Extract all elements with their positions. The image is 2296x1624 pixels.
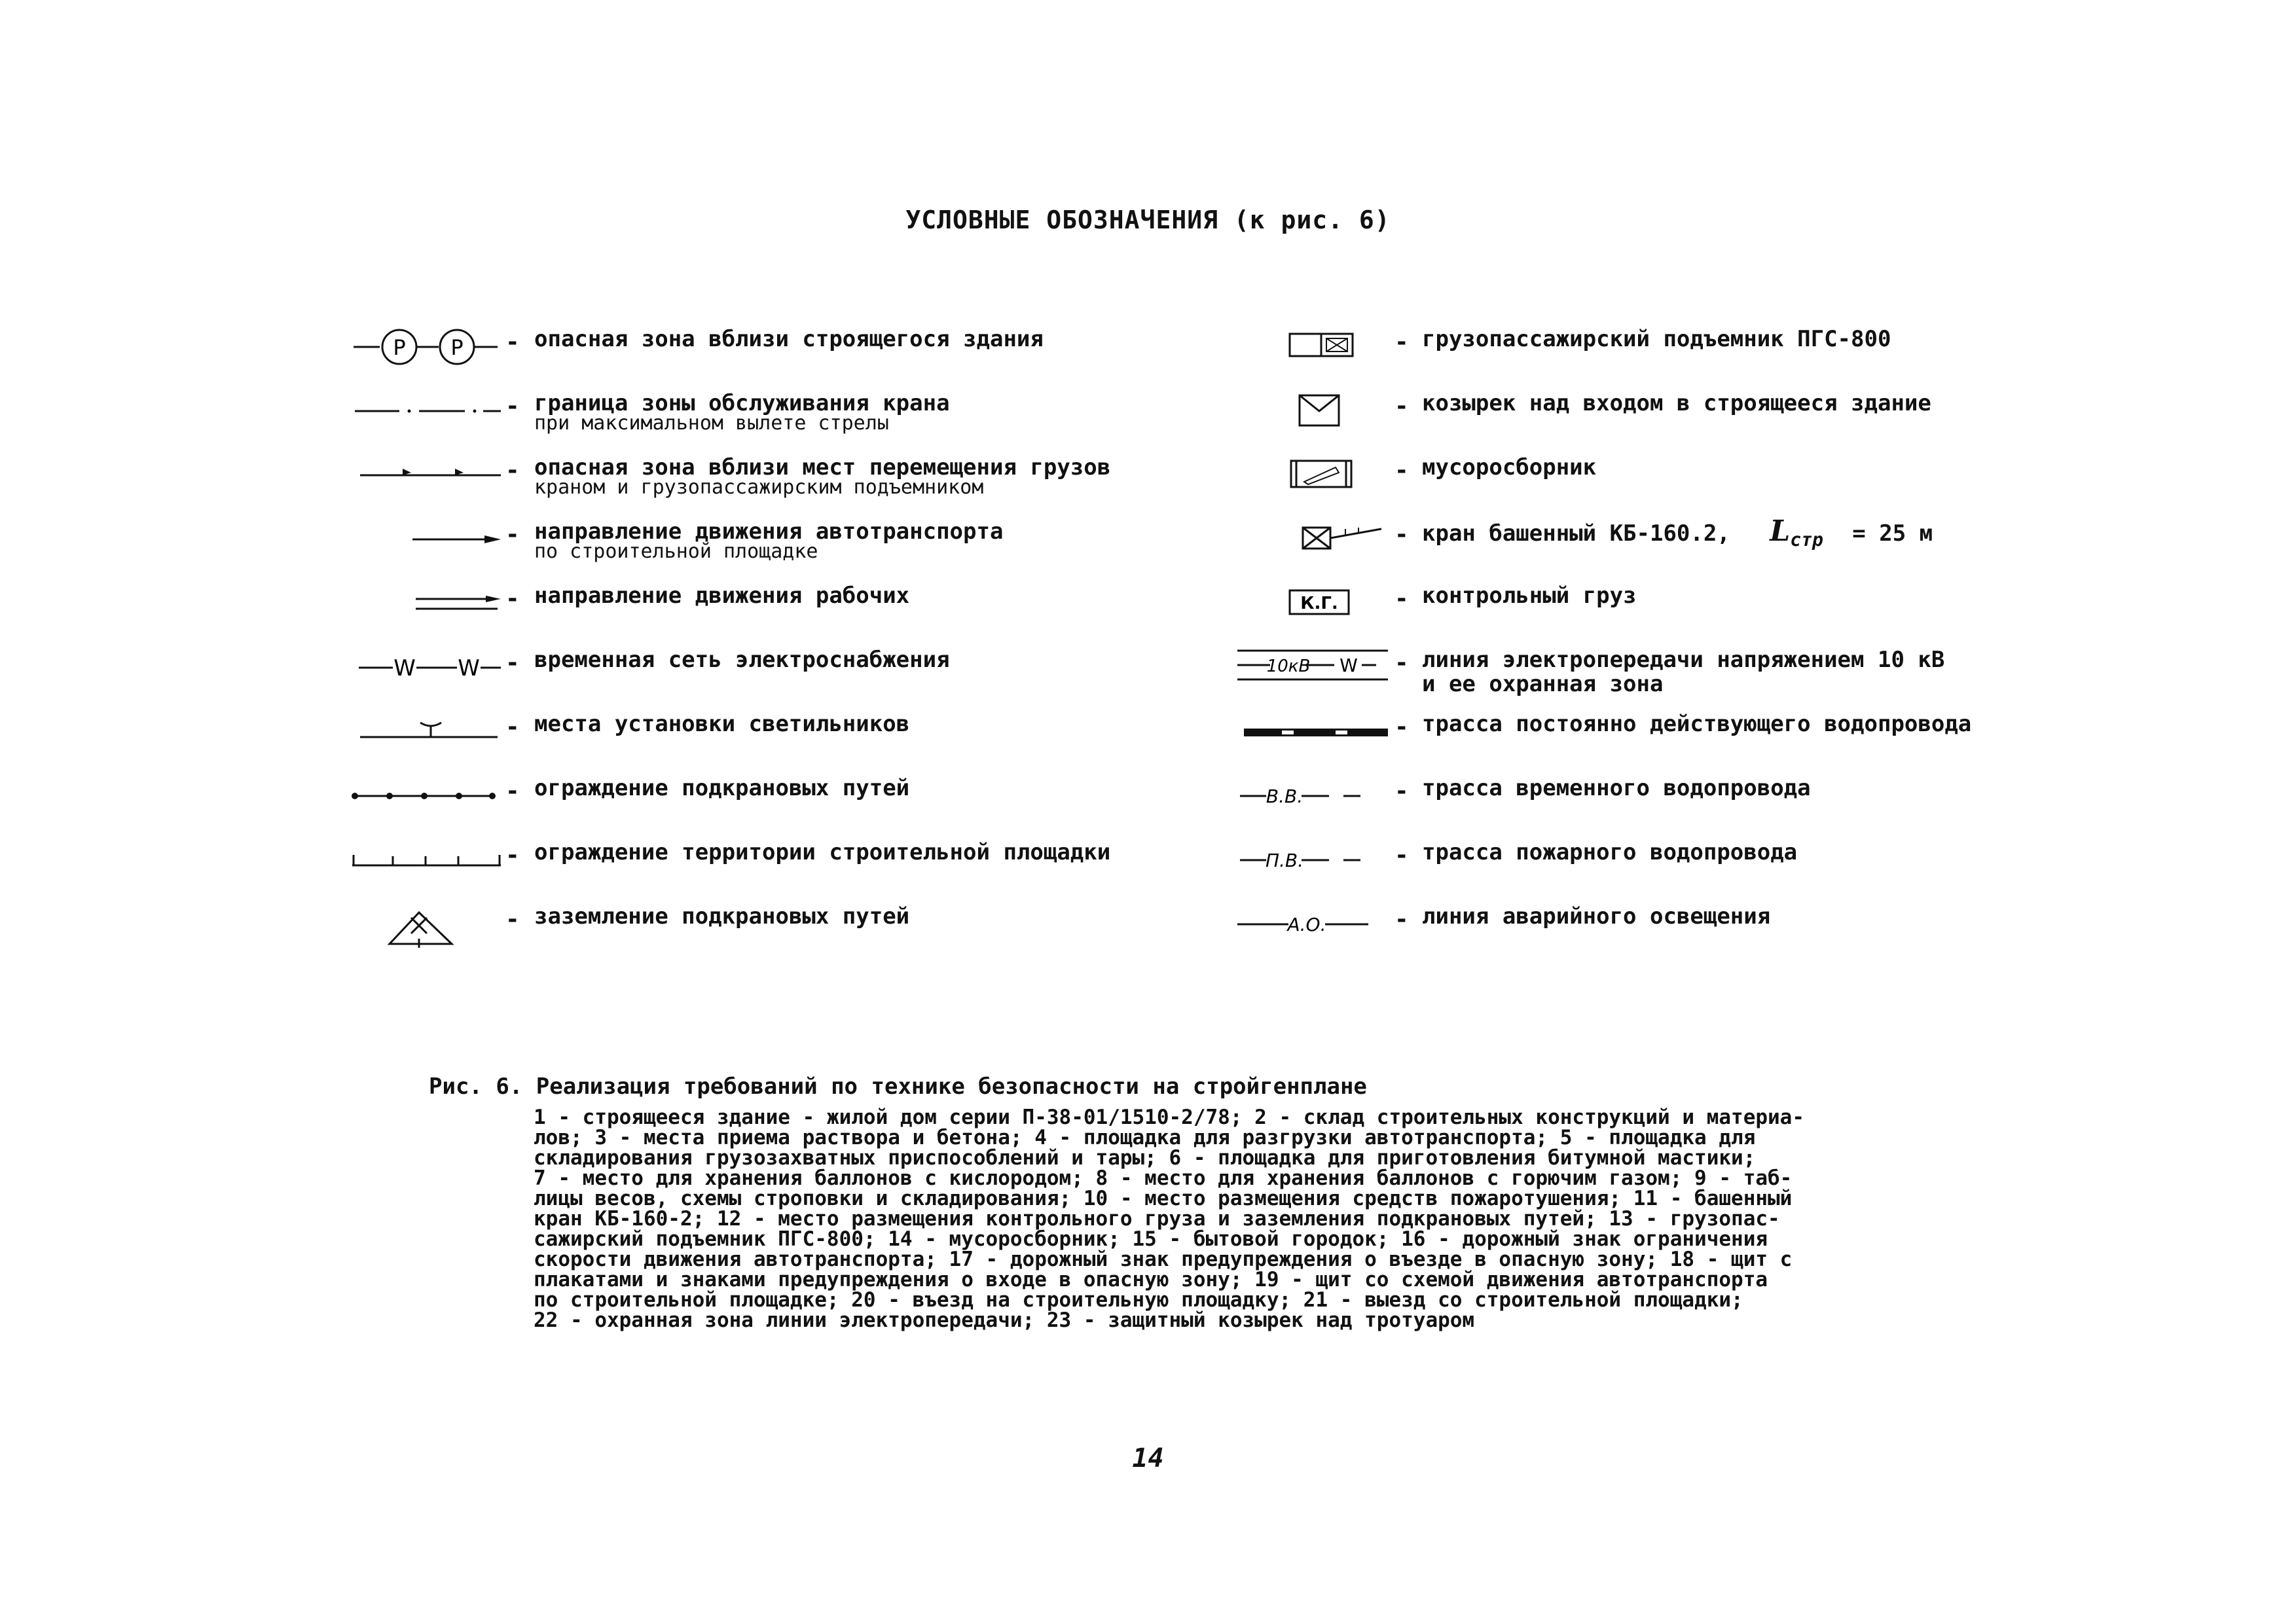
legend-main: козырек над входом в строящееся здание bbox=[1422, 390, 1931, 416]
legend-text bbox=[534, 905, 909, 928]
legend-main: ограждение территории строительной площадки bbox=[534, 839, 1111, 865]
legend-main: временная сеть электроснабжения bbox=[534, 647, 950, 673]
symbol-label: W bbox=[458, 655, 480, 681]
fire-water-symbol bbox=[1231, 834, 1391, 886]
legend-text bbox=[1422, 712, 1971, 736]
kg-box-symbol bbox=[1231, 577, 1391, 630]
dash: - bbox=[505, 906, 520, 933]
dotted-fence-symbol bbox=[340, 770, 504, 822]
legend-main: граница зоны обслуживания крана bbox=[534, 390, 950, 416]
caption-line: сажирский подъемник ПГС-800; 14 - мусоросборник; 15 - бытовой городок; 16 - дорожный знак ограничения bbox=[534, 1227, 1768, 1251]
legend-main: направление движения автотранспорта bbox=[534, 518, 1004, 545]
legend-text bbox=[534, 840, 1110, 864]
caption-line: кран КБ-160-2; 12 - место размещения контрольного груза и заземления подкрановых путей; 13 - грузопас- bbox=[534, 1207, 1780, 1231]
legend-main: заземление подкрановых путей bbox=[534, 903, 910, 929]
symbol-label: А.О. bbox=[1287, 914, 1326, 935]
legend-main: направление движения рабочих bbox=[534, 583, 910, 609]
dash: - bbox=[1394, 329, 1409, 355]
legend-text bbox=[534, 327, 1044, 351]
legend-text bbox=[1422, 514, 1933, 552]
water-main-symbol bbox=[1231, 706, 1391, 758]
symbol-label: W bbox=[393, 655, 416, 681]
legend-main: ограждение подкрановых путей bbox=[534, 775, 910, 801]
caption-line: скорости движения автотранспорта; 17 - дорожный знак предупреждения о въезде в опасную зону; 18 - щит с bbox=[534, 1248, 1793, 1271]
caption-line: по строительной площадке; 20 - въезд на строительную площадку; 21 - выезд со строительной площадки; bbox=[534, 1288, 1743, 1312]
legend-text bbox=[1422, 840, 1797, 864]
symbol-label: W bbox=[1339, 655, 1358, 676]
legend-text bbox=[1422, 391, 1931, 415]
dash-dot-line-symbol bbox=[340, 385, 504, 437]
chute-symbol bbox=[1231, 449, 1391, 501]
symbol-label: 10кВ bbox=[1266, 657, 1311, 676]
legend-sub: по строительной площадке bbox=[534, 540, 818, 563]
dash: - bbox=[1394, 521, 1409, 548]
caption-line: 22 - охранная зона линии электропередачи; 23 - защитный козырек над тротуаром bbox=[534, 1308, 1475, 1332]
dash: - bbox=[505, 778, 520, 804]
legend-text bbox=[534, 648, 950, 672]
dash: - bbox=[505, 457, 520, 484]
flag-line-symbol bbox=[340, 449, 504, 501]
tick-fence-symbol bbox=[340, 834, 504, 886]
legend-text bbox=[534, 454, 1111, 499]
legend-main: кран башенный КБ-160.2, bbox=[1422, 520, 1730, 547]
legend-text bbox=[1422, 776, 1811, 800]
legend-main: мусоросборник bbox=[1422, 454, 1597, 480]
crane-symbol bbox=[1231, 513, 1391, 566]
symbol-label: П.В. bbox=[1265, 850, 1304, 871]
legend-text bbox=[534, 584, 909, 607]
legend-main: контрольный груз bbox=[1422, 583, 1637, 609]
caption-title: Рис. 6. Реализация требований по технике безопасности на стройгенплане bbox=[429, 1074, 1367, 1100]
dash: - bbox=[505, 842, 520, 869]
power-line-symbol bbox=[1231, 641, 1391, 694]
legend-text bbox=[1422, 456, 1596, 479]
legend-main: линия электропередачи напряжением 10 кВ bbox=[1422, 647, 1945, 673]
dash: - bbox=[1394, 585, 1409, 612]
reach-subscript: стр bbox=[1790, 528, 1823, 550]
symbol-label: P bbox=[450, 335, 464, 360]
dash: - bbox=[1394, 842, 1409, 869]
legend-main: опасная зона вблизи мест перемещения грузов bbox=[534, 454, 1111, 480]
legend-main: грузопассажирский подъемник ПГС-800 bbox=[1422, 326, 1891, 352]
figure-caption bbox=[429, 1074, 1935, 1331]
caption-line: лицы весов, схемы строповки и складирования; 10 - место размещения средств пожаротушения; 11 - башенный bbox=[534, 1187, 1793, 1210]
caption-line: 1 - строящееся здание - жилой дом серии П-38-01/1510-2/78; 2 - склад строительных конструкций и материа- bbox=[534, 1106, 1805, 1129]
dash: - bbox=[1394, 457, 1409, 484]
reach-symbol: L bbox=[1770, 514, 1791, 548]
legend-main: опасная зона вблизи строящегося здания bbox=[534, 326, 1044, 352]
legend-text bbox=[1422, 327, 1891, 351]
double-arrow-symbol bbox=[340, 577, 504, 630]
crane-reach-formula bbox=[1770, 514, 1933, 550]
legend-main: трасса пожарного водопровода bbox=[1422, 839, 1798, 865]
legend-text bbox=[1422, 905, 1770, 928]
dash: - bbox=[1394, 906, 1409, 933]
grounding-symbol bbox=[340, 898, 504, 950]
canopy-symbol bbox=[1231, 385, 1391, 437]
legend-text bbox=[1422, 584, 1637, 607]
circle-p-zone-symbol bbox=[340, 321, 504, 373]
emergency-light-symbol bbox=[1231, 898, 1391, 950]
lift-box-symbol bbox=[1231, 321, 1391, 373]
legend-main: места установки светильников bbox=[534, 711, 910, 737]
legend-sub: и ее охранная зона bbox=[1422, 671, 1664, 697]
dash: - bbox=[505, 713, 520, 740]
caption-line: лов; 3 - места приема раствора и бетона; 4 - площадка для разгрузки автотранспорта; 5 - площадка для bbox=[534, 1126, 1756, 1149]
legend-text bbox=[534, 712, 909, 736]
dash: - bbox=[505, 521, 520, 548]
dash: - bbox=[1394, 393, 1409, 420]
w-line-symbol bbox=[340, 641, 504, 694]
legend-main: трасса постоянно действующего водопровода bbox=[1422, 711, 1972, 737]
symbol-label: P bbox=[393, 335, 406, 360]
temp-water-symbol bbox=[1231, 770, 1391, 822]
dash: - bbox=[505, 585, 520, 612]
legend-text bbox=[534, 518, 1004, 563]
caption-body bbox=[534, 1108, 1935, 1331]
lamp-symbol bbox=[340, 706, 504, 758]
dash: - bbox=[505, 649, 520, 676]
legend-main: линия аварийного освещения bbox=[1422, 903, 1771, 929]
dash: - bbox=[1394, 778, 1409, 804]
caption-line: плакатами и знаками предупреждения о входе в опасную зону; 19 - щит со схемой движения автотранспорта bbox=[534, 1268, 1768, 1291]
page-number: 14 bbox=[1132, 1443, 1164, 1473]
legend-title: УСЛОВНЫЕ ОБОЗНАЧЕНИЯ (к рис. 6) bbox=[905, 206, 1391, 234]
caption-line: 7 - место для хранения баллонов с кислородом; 8 - место для хранения баллонов с горючим газом; 9 - таб- bbox=[534, 1166, 1793, 1190]
arrow-line-symbol bbox=[340, 513, 504, 566]
legend-text bbox=[534, 776, 909, 800]
symbol-label: К.Г. bbox=[1300, 594, 1338, 613]
reach-value: = 25 м bbox=[1852, 520, 1933, 547]
caption-line: складирования грузозахватных приспособлений и тары; 6 - площадка для приготовления битумной мастики; bbox=[534, 1146, 1756, 1170]
dash: - bbox=[1394, 649, 1409, 676]
dash: - bbox=[505, 393, 520, 420]
symbol-label: В.В. bbox=[1266, 785, 1303, 807]
legend-text bbox=[1422, 648, 1944, 696]
legend-sub: краном и грузопассажирским подъемником bbox=[534, 476, 984, 499]
legend-text bbox=[534, 390, 950, 435]
dash: - bbox=[505, 329, 520, 355]
dash: - bbox=[1394, 713, 1409, 740]
legend-main: трасса временного водопровода bbox=[1422, 775, 1811, 801]
legend-sub: при максимальном вылете стрелы bbox=[534, 412, 889, 435]
